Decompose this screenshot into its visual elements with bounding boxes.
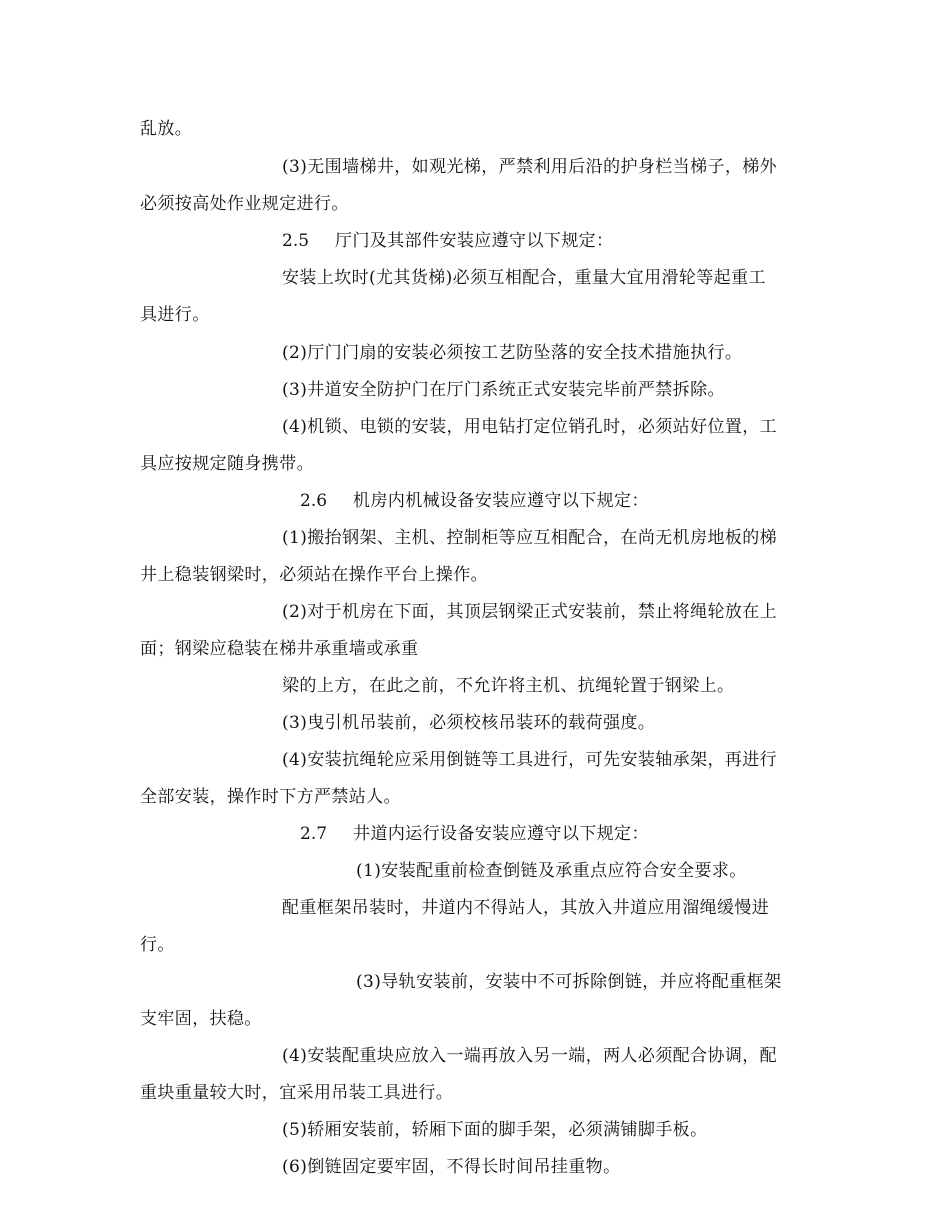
section-number: 2.7	[300, 824, 328, 844]
section-title: 厅门及其部件安装应遵守以下规定：	[335, 231, 614, 251]
paragraph-line: 支牢固，扶稳。	[140, 1009, 262, 1029]
section-number: 2.5	[282, 231, 310, 251]
paragraph-line: 全部安装，操作时下方严禁站人。	[140, 787, 401, 807]
paragraph-line: 必须按高处作业规定进行。	[140, 194, 349, 214]
section-number: 2.6	[300, 491, 328, 511]
section-title: 井道内运行设备安装应遵守以下规定：	[353, 824, 649, 844]
paragraph-line: (3)曳引机吊装前，必须校核吊装环的载荷强度。	[282, 713, 656, 733]
paragraph-line: 面；钢梁应稳装在梯井承重墙或承重	[140, 639, 419, 659]
section-heading-2-6	[300, 490, 649, 512]
paragraph-line: (4)安装配重块应放入一端再放入另一端，两人必须配合协调，配	[282, 1046, 778, 1066]
paragraph-line: (1)搬抬钢架、主机、控制柜等应互相配合，在尚无机房地板的梯	[282, 528, 778, 548]
paragraph-line: 梁的上方，在此之前，不允许将主机、抗绳轮置于钢梁上。	[282, 676, 735, 696]
paragraph-line: 具进行。	[140, 305, 210, 325]
paragraph-line: (3)井道安全防护门在厅门系统正式安装完毕前严禁拆除。	[282, 380, 725, 400]
section-title: 机房内机械设备安装应遵守以下规定：	[353, 491, 649, 511]
section-heading-2-5	[282, 230, 613, 252]
paragraph-line: 行。	[140, 935, 175, 955]
paragraph-line: (4)安装抗绳轮应采用倒链等工具进行，可先安装轴承架，再进行	[282, 750, 778, 770]
paragraph-line: (2)对于机房在下面，其顶层钢梁正式安装前，禁止将绳轮放在上	[282, 602, 778, 622]
section-heading-2-7	[300, 823, 649, 845]
paragraph-line: 配重框架吊装时，井道内不得站人，其放入井道应用溜绳缓慢进	[282, 898, 770, 918]
paragraph-line: 井上稳装钢梁时，必须站在操作平台上操作。	[140, 565, 488, 585]
paragraph-line: 乱放。	[140, 119, 193, 139]
paragraph-line: (4)机锁、电锁的安装，用电钻打定位销孔时，必须站好位置，工	[282, 417, 778, 437]
paragraph-line: (3)无围墙梯井，如观光梯，严禁利用后沿的护身栏当梯子，梯外	[282, 157, 778, 177]
paragraph-line: (2)厅门门扇的安装必须按工艺防坠落的安全技术措施执行。	[282, 343, 743, 363]
paragraph-line: (1)安装配重前检查倒链及承重点应符合安全要求。	[356, 861, 747, 881]
paragraph-line: 重块重量较大时，宜采用吊装工具进行。	[140, 1083, 454, 1103]
paragraph-line: 具应按规定随身携带。	[140, 454, 314, 474]
paragraph-line: 安装上坎时(尤其货梯)必须互相配合，重量大宜用滑轮等起重工	[282, 268, 766, 288]
paragraph-line: (3)导轨安装前，安装中不可拆除倒链，并应将配重框架	[356, 972, 782, 992]
paragraph-line: (6)倒链固定要牢固，不得长时间吊挂重物。	[282, 1157, 621, 1177]
paragraph-line: (5)轿厢安装前，轿厢下面的脚手架，必须满铺脚手板。	[282, 1120, 708, 1140]
